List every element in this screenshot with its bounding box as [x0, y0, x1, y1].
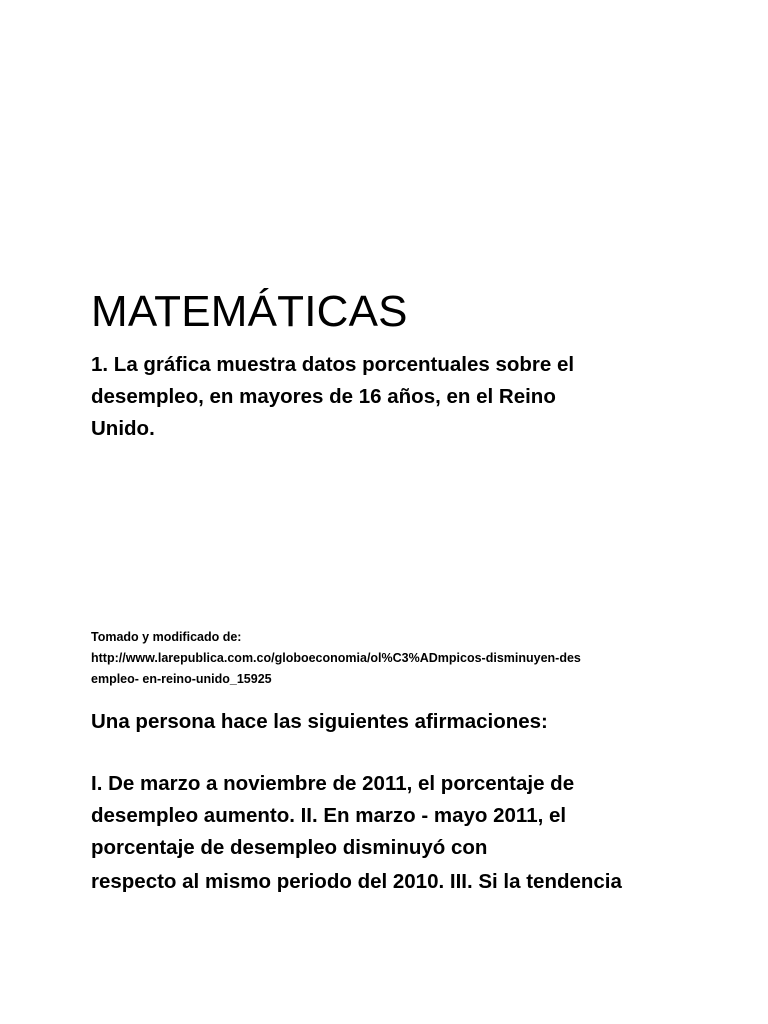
- statement-line: I. De marzo a noviembre de 2011, el porcentaje de: [91, 772, 575, 795]
- question-line: desempleo, en mayores de 16 años, en el Reino: [91, 385, 556, 408]
- statement-line: desempleo aumento. II. En marzo - mayo 2011, el: [91, 804, 567, 827]
- statements-intro: Una persona hace las siguientes afirmaciones:: [91, 710, 548, 733]
- statement-line: porcentaje de desempleo disminuyó con: [91, 836, 488, 859]
- source-citation: [91, 627, 581, 690]
- question-line: Unido.: [91, 417, 155, 440]
- source-url-line: http://www.larepublica.com.co/globoeconomia/ol%C3%ADmpicos-disminuyen-des: [91, 651, 581, 665]
- source-label: Tomado y modificado de:: [91, 630, 242, 644]
- source-url-line: empleo- en-reino-unido_15925: [91, 672, 272, 686]
- question-line: 1. La gráfica muestra datos porcentuales sobre el: [91, 353, 575, 376]
- statements-text: [91, 768, 622, 898]
- question-text: [91, 349, 651, 445]
- page-title: MATEMÁTICAS: [91, 287, 408, 336]
- statement-line: respecto al mismo periodo del 2010. III. Si la tendencia: [91, 870, 622, 893]
